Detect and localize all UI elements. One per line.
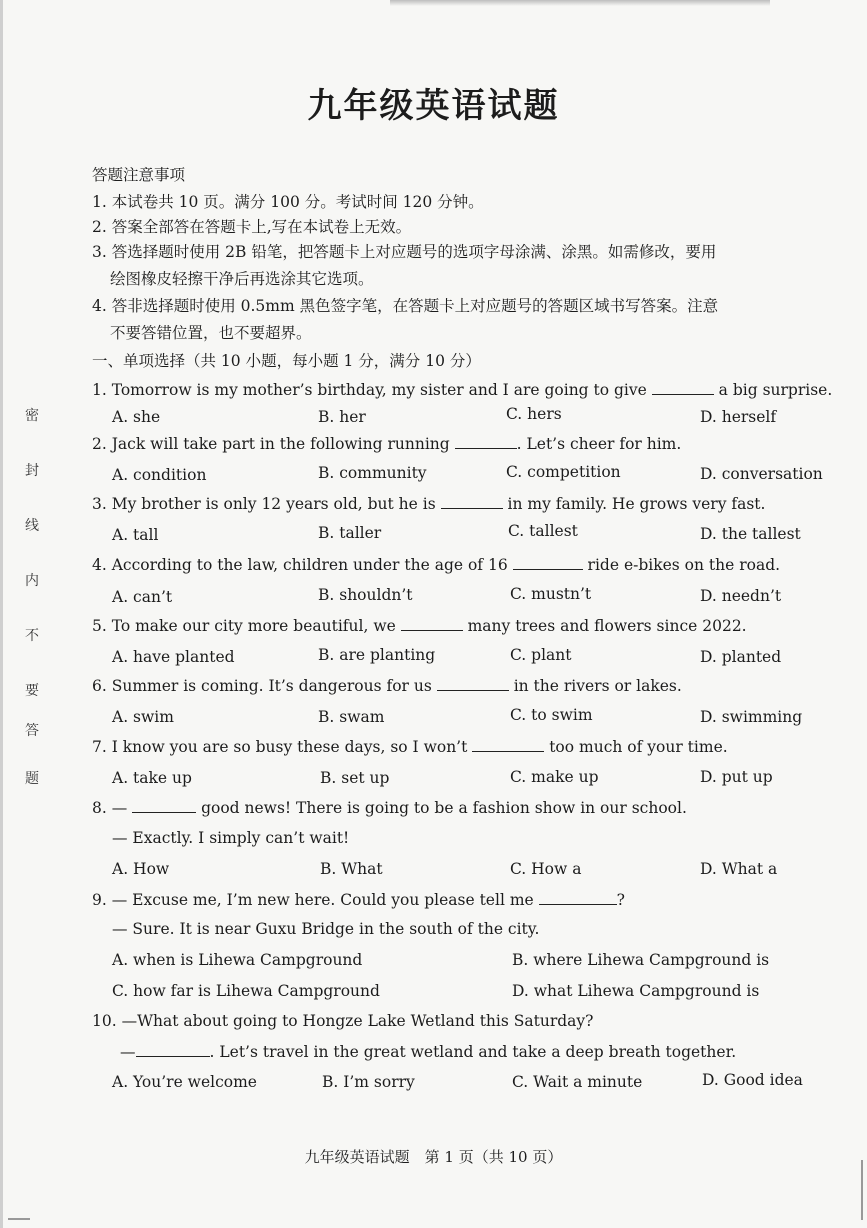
notice-item-continued: 不要答错位置，也不要超界。	[110, 324, 312, 342]
option-b: B. I’m sorry	[322, 1073, 415, 1091]
question-stem: 3. My brother is only 12 years old, but he is in my family. He grows very fast.	[92, 495, 766, 513]
binding-mark: 密	[25, 408, 39, 424]
question-stem: 10. —What about going to Hongze Lake Wetland this Saturday?	[92, 1012, 594, 1030]
dialogue-reply: — . Let’s travel in the great wetland and take a deep breath together.	[120, 1043, 737, 1061]
option-d: D. planted	[700, 648, 782, 666]
question-stem: 6. Summer is coming. It’s dangerous for us in the rivers or lakes.	[92, 677, 682, 695]
page-footer: 九年级英语试题 第 1 页（共 10 页）	[304, 1148, 563, 1166]
notice-item: 4. 答非选择题时使用 0.5mm 黑色签字笔，在答题卡上对应题号的答题区域书写答案。注意	[92, 297, 719, 315]
option-c: C. to swim	[510, 706, 593, 724]
dialogue-reply: — Sure. It is near Guxu Bridge in the south of the city.	[112, 920, 540, 938]
option-b: B. her	[318, 408, 366, 426]
question-stem: 8. — good news! There is going to be a fashion show in our school.	[92, 799, 687, 817]
option-c: C. plant	[510, 646, 572, 664]
binding-mark: 答	[25, 723, 39, 739]
option-a: A. she	[112, 408, 161, 426]
answer-blank	[136, 1042, 210, 1057]
binding-mark: 线	[25, 518, 39, 534]
option-d: D. the tallest	[700, 525, 801, 543]
answer-blank	[437, 676, 509, 691]
dialogue-reply: — Exactly. I simply can’t wait!	[112, 829, 350, 847]
option-d: D. put up	[700, 768, 773, 786]
option-c: C. competition	[506, 463, 621, 481]
option-c: C. hers	[506, 405, 562, 423]
question-stem: 1. Tomorrow is my mother’s birthday, my sister and I are going to give a big surprise.	[92, 381, 833, 399]
option-d: D. Good idea	[702, 1071, 803, 1089]
option-a: A. You’re welcome	[112, 1073, 257, 1091]
option-a: A. take up	[112, 769, 192, 787]
binding-mark: 封	[25, 463, 39, 479]
option-b: B. where Lihewa Campground is	[512, 951, 770, 969]
page-edge	[0, 0, 3, 1228]
question-stem: 9. — Excuse me, I’m new here. Could you please tell me ?	[92, 891, 625, 909]
option-d: D. what Lihewa Campground is	[512, 982, 760, 1000]
notice-item: 3. 答选择题时使用 2B 铅笔，把答题卡上对应题号的选项字母涂满、涂黑。如需修改，要用	[92, 243, 717, 261]
notice-heading: 答题注意事项	[92, 166, 186, 184]
answer-blank	[472, 737, 544, 752]
option-c: C. Wait a minute	[512, 1073, 643, 1091]
answer-blank	[539, 890, 617, 905]
binding-mark: 要	[25, 683, 39, 699]
answer-blank	[455, 434, 517, 449]
answer-blank	[401, 616, 463, 631]
question-stem: 7. I know you are so busy these days, so I won’t too much of your time.	[92, 738, 728, 756]
option-b: B. set up	[320, 769, 390, 787]
option-a: A. can’t	[112, 588, 173, 606]
option-b: B. taller	[318, 524, 382, 542]
binding-mark: 题	[25, 771, 39, 787]
option-c: C. make up	[510, 768, 599, 786]
question-stem: 4. According to the law, children under the age of 16 ride e-bikes on the road.	[92, 556, 781, 574]
option-a: A. How	[112, 860, 170, 878]
option-a: A. have planted	[112, 648, 235, 666]
option-c: C. How a	[510, 860, 582, 878]
scan-shadow	[390, 0, 770, 6]
option-c: C. how far is Lihewa Campground	[112, 982, 380, 1000]
binding-mark: 内	[25, 573, 39, 589]
option-c: C. mustn’t	[510, 585, 592, 603]
answer-blank	[652, 380, 714, 395]
notice-item: 2. 答案全部答在答题卡上,写在本试卷上无效。	[92, 218, 412, 236]
notice-item-continued: 绘图橡皮轻擦干净后再选涂其它选项。	[110, 270, 374, 288]
option-a: A. tall	[112, 526, 159, 544]
option-b: B. swam	[318, 708, 385, 726]
option-b: B. community	[318, 464, 427, 482]
notice-item: 1. 本试卷共 10 页。满分 100 分。考试时间 120 分钟。	[92, 193, 484, 211]
option-b: B. What	[320, 860, 383, 878]
scan-mark	[8, 1218, 30, 1220]
option-c: C. tallest	[508, 522, 578, 540]
option-b: B. shouldn’t	[318, 586, 413, 604]
option-d: D. swimming	[700, 708, 803, 726]
question-stem: 2. Jack will take part in the following running . Let’s cheer for him.	[92, 435, 682, 453]
option-d: D. needn’t	[700, 587, 782, 605]
answer-blank	[441, 494, 503, 509]
answer-blank	[513, 555, 583, 570]
section-heading: 一、单项选择（共 10 小题，每小题 1 分，满分 10 分）	[92, 352, 481, 370]
question-stem: 5. To make our city more beautiful, we many trees and flowers since 2022.	[92, 617, 747, 635]
option-d: D. herself	[700, 408, 777, 426]
option-a: A. swim	[112, 708, 174, 726]
option-d: D. conversation	[700, 465, 823, 483]
answer-blank	[132, 798, 196, 813]
exam-title: 九年级英语试题	[307, 86, 560, 126]
option-b: B. are planting	[318, 646, 436, 664]
binding-mark: 不	[25, 628, 39, 644]
option-d: D. What a	[700, 860, 778, 878]
scan-mark	[861, 1160, 863, 1220]
option-a: A. condition	[112, 466, 207, 484]
option-a: A. when is Lihewa Campground	[112, 951, 363, 969]
